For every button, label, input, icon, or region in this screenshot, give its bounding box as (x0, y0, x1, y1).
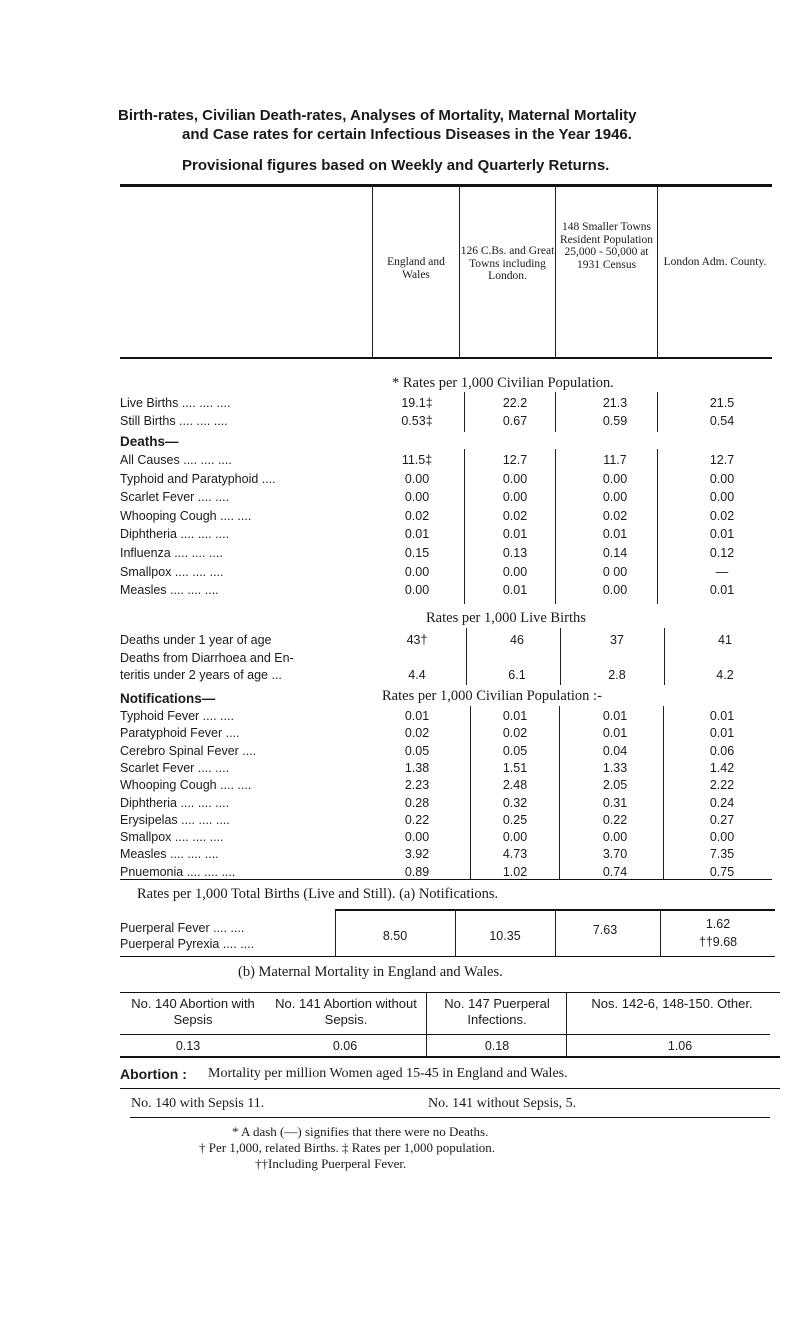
value-cell: 0.67 (502, 414, 528, 428)
column-divider (555, 911, 556, 956)
column-divider (470, 706, 471, 880)
value-cell: 0.00 (404, 830, 430, 845)
value-cell: 22.2 (502, 396, 528, 410)
value-cell: 0.59 (602, 414, 628, 428)
abortion-description: Mortality per million Women aged 15-45 in England and Wales. (208, 1066, 568, 1081)
section-rule (120, 879, 772, 880)
abortion-label: Abortion : (120, 1066, 187, 1082)
value-cell: 2.8 (608, 668, 626, 682)
deaths-row-label: Smallpox .... .... .... (120, 564, 224, 579)
value-cell: — (715, 564, 729, 579)
deaths-row-label: Typhoid and Paratyphoid .... (120, 471, 276, 486)
column-divider (464, 392, 465, 432)
maternal-header-other: Nos. 142-6, 148-150. Other. (591, 996, 753, 1011)
value-cell: 0.01 (502, 583, 528, 598)
value-cell: 37 (610, 633, 624, 647)
value-cell: 0.00 (602, 490, 628, 505)
value-cell: 0.31 (602, 795, 628, 810)
column-divider (657, 392, 658, 432)
value-cell: 1.51 (502, 760, 528, 775)
value-cell: 0.00 (502, 564, 528, 579)
deaths-row-label: Diphtheria .... .... .... (120, 527, 230, 542)
value-cell: 0.01 (602, 527, 628, 542)
value-cell: 0.53‡ (401, 414, 433, 428)
value-cell: 11.7 (603, 453, 627, 467)
value-cell: 0.00 (602, 471, 628, 486)
value-cell: 4.73 (502, 847, 528, 862)
notification-row-label: Diphtheria .... .... .... (120, 795, 230, 810)
column-header-smaller-towns: 148 Smaller Towns Resident Population 25,000 - 50,000 at 1931 Census (560, 221, 653, 271)
row-label-diarrhoea-line2: teritis under 2 years of age ... (120, 668, 282, 682)
footnote-dash: * A dash (—) signifies that there were no Deaths. (232, 1124, 489, 1139)
value-cell: 0.24 (709, 795, 735, 810)
value-cell: 0.06 (332, 1039, 358, 1053)
notification-row-label: Measles .... .... .... (120, 847, 219, 862)
column-header-england: England and Wales (387, 256, 445, 281)
value-cell: 21.3 (602, 396, 628, 410)
value-cell: ††9.68 (698, 935, 738, 949)
value-cell: 0.02 (602, 508, 628, 523)
deaths-row-label: All Causes .... .... .... (120, 453, 232, 467)
notification-row-label: Whooping Cough .... .... (120, 778, 252, 793)
value-cell: 0.75 (709, 864, 735, 879)
column-divider (657, 449, 658, 604)
value-cell: 0.00 (602, 830, 628, 845)
deaths-row-label: Measles .... .... .... (120, 583, 219, 598)
maternal-header-140: No. 140 Abortion with Sepsis (131, 996, 255, 1027)
value-cell: 4.2 (716, 668, 734, 682)
value-cell: 0.00 (404, 564, 430, 579)
notification-row-label: Smallpox .... .... .... (120, 830, 224, 845)
notification-row-label: Paratyphoid Fever .... (120, 726, 240, 741)
section-heading-notifications: Notifications— (120, 691, 216, 706)
value-cell: 0.13 (502, 546, 528, 560)
value-cell: 0.54 (709, 414, 735, 428)
value-cell: 0.01 (404, 709, 430, 723)
value-cell: 0.28 (404, 795, 430, 810)
value-cell: 0.01 (404, 527, 430, 542)
puerperal-left-rule (335, 911, 336, 956)
caption-civilian-rates-2: Rates per 1,000 Civilian Population :- (382, 688, 602, 704)
header-bottom-rule (120, 357, 772, 359)
header-divider (657, 186, 658, 357)
value-cell: 0.01 (709, 709, 735, 723)
value-cell: 0.18 (484, 1039, 510, 1053)
value-cell: 7.35 (709, 847, 735, 862)
row-label-deaths-under-1: Deaths under 1 year of age (120, 633, 272, 647)
maternal-top-rule (120, 992, 780, 993)
value-cell: 6.1 (508, 668, 526, 682)
value-cell: 1.38 (404, 760, 430, 775)
caption-maternal-mortality: (b) Maternal Mortality in England and Wales. (238, 964, 503, 980)
footnote-per-births: † Per 1,000, related Births. ‡ Rates per 1,000 population. (199, 1140, 496, 1155)
caption-total-births: Rates per 1,000 Total Births (Live and Still). (a) Notifications. (137, 886, 499, 902)
maternal-header-141: No. 141 Abortion without Sepsis. (275, 996, 417, 1027)
value-cell: 1.02 (502, 864, 528, 879)
column-divider (466, 628, 467, 685)
value-cell: 12.7 (709, 453, 735, 467)
value-cell: 19.1‡ (401, 396, 433, 410)
deaths-row-label: Scarlet Fever .... .... (120, 490, 230, 505)
value-cell: 12.7 (502, 453, 528, 467)
row-label-puerperal-fever: Puerperal Fever .... .... (120, 921, 245, 935)
value-cell: 10.35 (489, 929, 521, 943)
value-cell: 0.12 (709, 546, 735, 560)
row-label-live-births: Live Births .... .... .... (120, 396, 231, 410)
caption-civilian-rates: * Rates per 1,000 Civilian Population. (392, 375, 614, 391)
value-cell: 3.92 (404, 847, 430, 862)
abortion-bottom-rule (130, 1117, 770, 1118)
value-cell: 2.23 (404, 778, 430, 793)
value-cell: 7.63 (592, 923, 618, 937)
value-cell: 0.06 (709, 743, 735, 758)
page-subtitle: Provisional figures based on Weekly and Quarterly Returns. (182, 157, 610, 174)
abortion-with-sepsis: No. 140 with Sepsis 11. (131, 1096, 265, 1111)
column-divider (464, 449, 465, 604)
notification-row-label: Cerebro Spinal Fever .... (120, 743, 257, 758)
value-cell: 0.32 (502, 795, 528, 810)
row-label-puerperal-pyrexia: Puerperal Pyrexia .... .... (120, 937, 255, 951)
column-divider (559, 706, 560, 880)
value-cell: 0.00 (709, 830, 735, 845)
column-divider (663, 706, 664, 880)
value-cell: 0.14 (602, 546, 628, 560)
value-cell: 0.01 (502, 527, 528, 542)
value-cell: 0.02 (502, 508, 528, 523)
row-label-diarrhoea-line1: Deaths from Diarrhoea and En- (120, 651, 294, 665)
notification-row-label: Erysipelas .... .... .... (120, 812, 230, 827)
value-cell: 0.00 (404, 490, 430, 505)
abortion-without-sepsis: No. 141 without Sepsis, 5. (428, 1096, 577, 1111)
value-cell: 0.05 (502, 743, 528, 758)
value-cell: 2.22 (709, 778, 735, 793)
value-cell: 0.00 (404, 583, 430, 598)
maternal-bottom-rule (120, 1056, 780, 1058)
value-cell: 0.04 (602, 743, 628, 758)
column-divider (555, 392, 556, 432)
value-cell: 0.27 (709, 812, 735, 827)
value-cell: 0.13 (175, 1039, 201, 1053)
caption-live-births-rates: Rates per 1,000 Live Births (426, 610, 586, 626)
column-divider (660, 911, 661, 956)
value-cell: 46 (510, 633, 524, 647)
column-divider (455, 911, 456, 956)
column-divider (555, 449, 556, 604)
notification-row-label: Typhoid Fever .... .... (120, 709, 234, 723)
puerperal-bottom-rule (120, 956, 775, 957)
value-cell: 0.22 (602, 812, 628, 827)
maternal-mid-rule (120, 1034, 770, 1035)
section-heading-deaths: Deaths— (120, 434, 179, 449)
header-divider (555, 186, 556, 357)
value-cell: 0.02 (404, 726, 430, 741)
column-divider (664, 628, 665, 685)
value-cell: 0.01 (602, 726, 628, 741)
value-cell: 0.00 (502, 830, 528, 845)
value-cell: 0.02 (709, 508, 735, 523)
value-cell: 0.01 (602, 709, 628, 723)
notification-row-label: Scarlet Fever .... .... (120, 760, 230, 775)
value-cell: 8.50 (382, 929, 408, 943)
value-cell: 0 00 (602, 564, 628, 579)
header-top-rule (120, 184, 772, 187)
value-cell: 0.89 (404, 864, 430, 879)
value-cell: 0.01 (709, 583, 735, 598)
value-cell: 21.5 (709, 396, 735, 410)
column-header-london: London Adm. County. (663, 256, 767, 268)
abortion-rule (120, 1088, 780, 1089)
value-cell: 0.00 (502, 490, 528, 505)
value-cell: 0.02 (502, 726, 528, 741)
deaths-row-label: Influenza .... .... .... (120, 546, 223, 560)
value-cell: 43† (406, 633, 428, 647)
footnote-puerperal: ††Including Puerperal Fever. (255, 1156, 407, 1171)
deaths-row-label: Whooping Cough .... .... (120, 508, 252, 523)
value-cell: 1.62 (705, 917, 731, 931)
value-cell: 0.05 (404, 743, 430, 758)
value-cell: 0.00 (404, 471, 430, 486)
value-cell: 0.00 (502, 471, 528, 486)
value-cell: 3.70 (602, 847, 628, 862)
maternal-header-147: No. 147 Puerperal Infections. (444, 996, 550, 1027)
column-divider (560, 628, 561, 685)
value-cell: 2.05 (602, 778, 628, 793)
value-cell: 1.33 (602, 760, 628, 775)
value-cell: 2.48 (502, 778, 528, 793)
value-cell: 1.06 (667, 1039, 693, 1053)
value-cell: 0.00 (602, 583, 628, 598)
value-cell: 0.00 (709, 490, 735, 505)
value-cell: 4.4 (408, 668, 426, 682)
value-cell: 0.02 (404, 508, 430, 523)
value-cell: 0.15 (404, 546, 430, 560)
value-cell: 1.42 (709, 760, 735, 775)
value-cell: 41 (718, 633, 732, 647)
notification-row-label: Pnuemonia .... .... .... (120, 864, 236, 879)
value-cell: 0.25 (502, 812, 528, 827)
value-cell: 0.74 (602, 864, 628, 879)
value-cell: 0.01 (502, 709, 528, 723)
column-header-cbs: 126 C.Bs. and Great Towns including London. (460, 245, 555, 282)
page-title-line1: Birth-rates, Civilian Death-rates, Analyses of Mortality, Maternal Mortality (118, 107, 637, 124)
value-cell: 11.5‡ (401, 453, 433, 467)
row-label-still-births: Still Births .... .... .... (120, 414, 228, 428)
page-title-line2: and Case rates for certain Infectious Diseases in the Year 1946. (182, 126, 632, 143)
value-cell: 0.00 (709, 471, 735, 486)
value-cell: 0.22 (404, 812, 430, 827)
value-cell: 0.01 (709, 726, 735, 741)
value-cell: 0.01 (709, 527, 735, 542)
